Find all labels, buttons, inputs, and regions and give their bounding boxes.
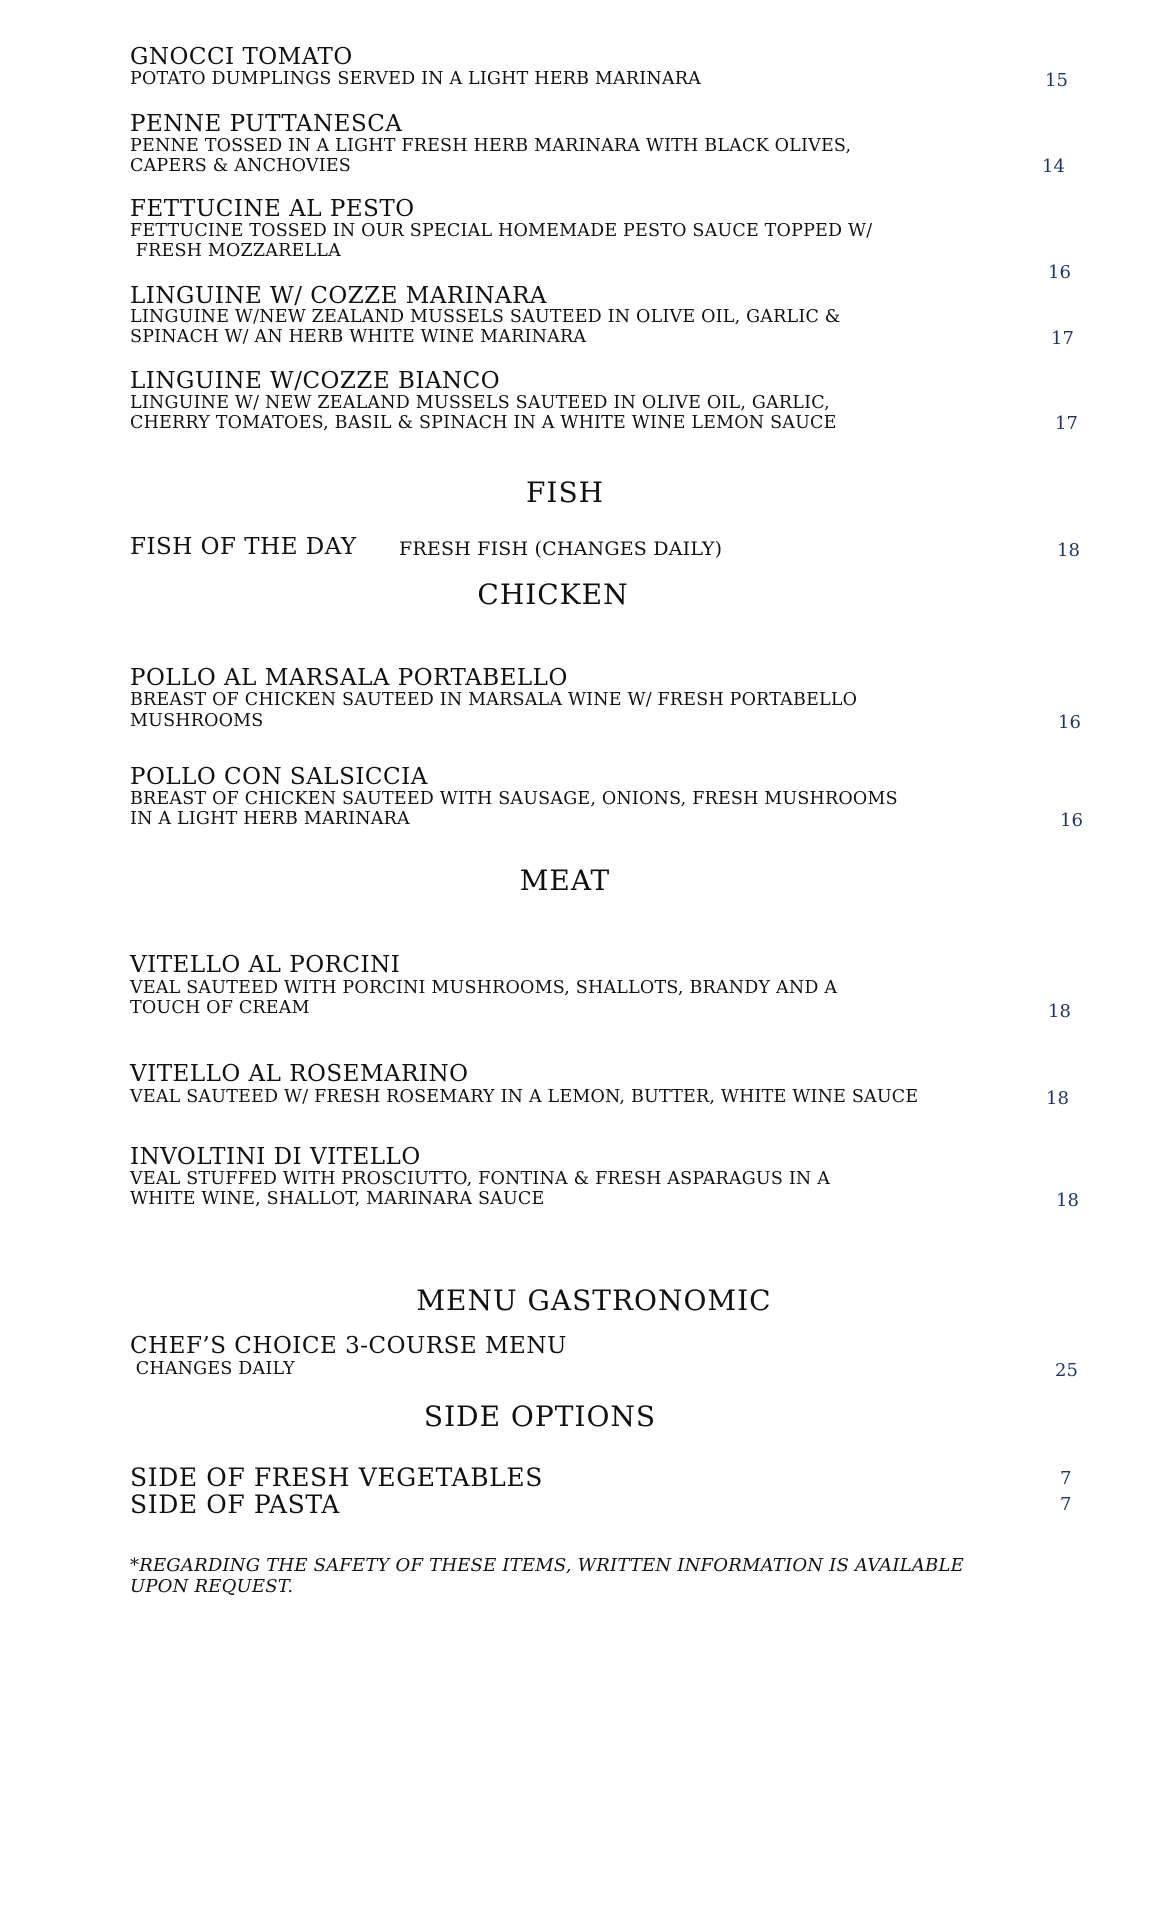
section-heading-chicken: CHICKEN [477, 578, 629, 611]
menu-item-description: CAPERS & ANCHOVIES [130, 156, 351, 176]
menu-item-name: POLLO CON SALSICCIA [130, 764, 428, 790]
menu-item-price: 15 [1045, 70, 1068, 91]
menu-item-name: LINGUINE W/ COZZE MARINARA [130, 283, 547, 309]
menu-item-name: GNOCCI TOMATO [130, 44, 353, 70]
side-item-price: 7 [1060, 1494, 1072, 1515]
menu-item-name: PENNE PUTTANESCA [130, 111, 403, 137]
menu-item-price: 16 [1058, 712, 1081, 733]
menu-item-name: FISH OF THE DAY [130, 534, 357, 560]
menu-item-price: 18 [1057, 540, 1080, 561]
menu-item-description: WHITE WINE, SHALLOT, MARINARA SAUCE [130, 1189, 545, 1209]
menu-item-price: 25 [1055, 1360, 1078, 1381]
section-heading-meat: MEAT [519, 864, 611, 897]
menu-item-description: PENNE TOSSED IN A LIGHT FRESH HERB MARINARA WITH BLACK OLIVES, [130, 136, 852, 156]
side-item-name: SIDE OF PASTA [130, 1490, 340, 1519]
menu-item-description: VEAL STUFFED WITH PROSCIUTTO, FONTINA & FRESH ASPARAGUS IN A [130, 1169, 831, 1189]
menu-item-description: LINGUINE W/NEW ZEALAND MUSSELS SAUTEED IN OLIVE OIL, GARLIC & [130, 307, 841, 327]
menu-item-price: 16 [1048, 262, 1071, 283]
menu-item-description: POTATO DUMPLINGS SERVED IN A LIGHT HERB MARINARA [130, 69, 701, 89]
menu-item-price: 17 [1051, 328, 1074, 349]
side-item-price: 7 [1060, 1468, 1072, 1489]
section-heading-gastronomic: MENU GASTRONOMIC [416, 1284, 772, 1317]
menu-item-description: SPINACH W/ AN HERB WHITE WINE MARINARA [130, 327, 587, 347]
side-item-name: SIDE OF FRESH VEGETABLES [130, 1463, 543, 1492]
menu-item-name: VITELLO AL ROSEMARINO [130, 1061, 469, 1087]
menu-item-description: BREAST OF CHICKEN SAUTEED WITH SAUSAGE, ONIONS, FRESH MUSHROOMS [130, 789, 898, 809]
menu-item-description: FRESH MOZZARELLA [130, 241, 341, 261]
section-heading-fish: FISH [525, 476, 605, 509]
menu-item-name: LINGUINE W/COZZE BIANCO [130, 368, 501, 394]
menu-item-description: BREAST OF CHICKEN SAUTEED IN MARSALA WINE W/ FRESH PORTABELLO [130, 690, 858, 710]
menu-item-name: INVOLTINI DI VITELLO [130, 1144, 421, 1170]
menu-item-description: FRESH FISH (CHANGES DAILY) [399, 538, 723, 560]
menu-item-price: 16 [1060, 810, 1083, 831]
menu-item-name: FETTUCINE AL PESTO [130, 196, 415, 222]
menu-item-description: VEAL SAUTEED W/ FRESH ROSEMARY IN A LEMON, BUTTER, WHITE WINE SAUCE [130, 1087, 919, 1107]
menu-item-price: 14 [1042, 156, 1065, 177]
menu-item-description: TOUCH OF CREAM [130, 998, 310, 1018]
menu-item-description: LINGUINE W/ NEW ZEALAND MUSSELS SAUTEED IN OLIVE OIL, GARLIC, [130, 393, 830, 413]
footnote: UPON REQUEST. [130, 1576, 294, 1597]
menu-item-name: POLLO AL MARSALA PORTABELLO [130, 665, 568, 691]
footnote: *REGARDING THE SAFETY OF THESE ITEMS, WRITTEN INFORMATION IS AVAILABLE [130, 1555, 964, 1576]
menu-item-name: VITELLO AL PORCINI [130, 952, 401, 978]
menu-item-price: 18 [1048, 1001, 1071, 1022]
menu-item-price: 17 [1055, 413, 1078, 434]
menu-item-description: MUSHROOMS [130, 711, 264, 731]
menu-item-description: CHANGES DAILY [130, 1359, 295, 1379]
menu-item-description: IN A LIGHT HERB MARINARA [130, 809, 410, 829]
menu-item-price: 18 [1056, 1190, 1079, 1211]
menu-item-name: CHEF’S CHOICE 3-COURSE MENU [130, 1333, 567, 1359]
menu-item-description: CHERRY TOMATOES, BASIL & SPINACH IN A WHITE WINE LEMON SAUCE [130, 413, 837, 433]
menu-item-description: VEAL SAUTEED WITH PORCINI MUSHROOMS, SHALLOTS, BRANDY AND A [130, 978, 838, 998]
section-heading-sides: SIDE OPTIONS [423, 1400, 657, 1433]
menu-item-description: FETTUCINE TOSSED IN OUR SPECIAL HOMEMADE PESTO SAUCE TOPPED W/ [130, 221, 873, 241]
menu-item-price: 18 [1046, 1088, 1069, 1109]
